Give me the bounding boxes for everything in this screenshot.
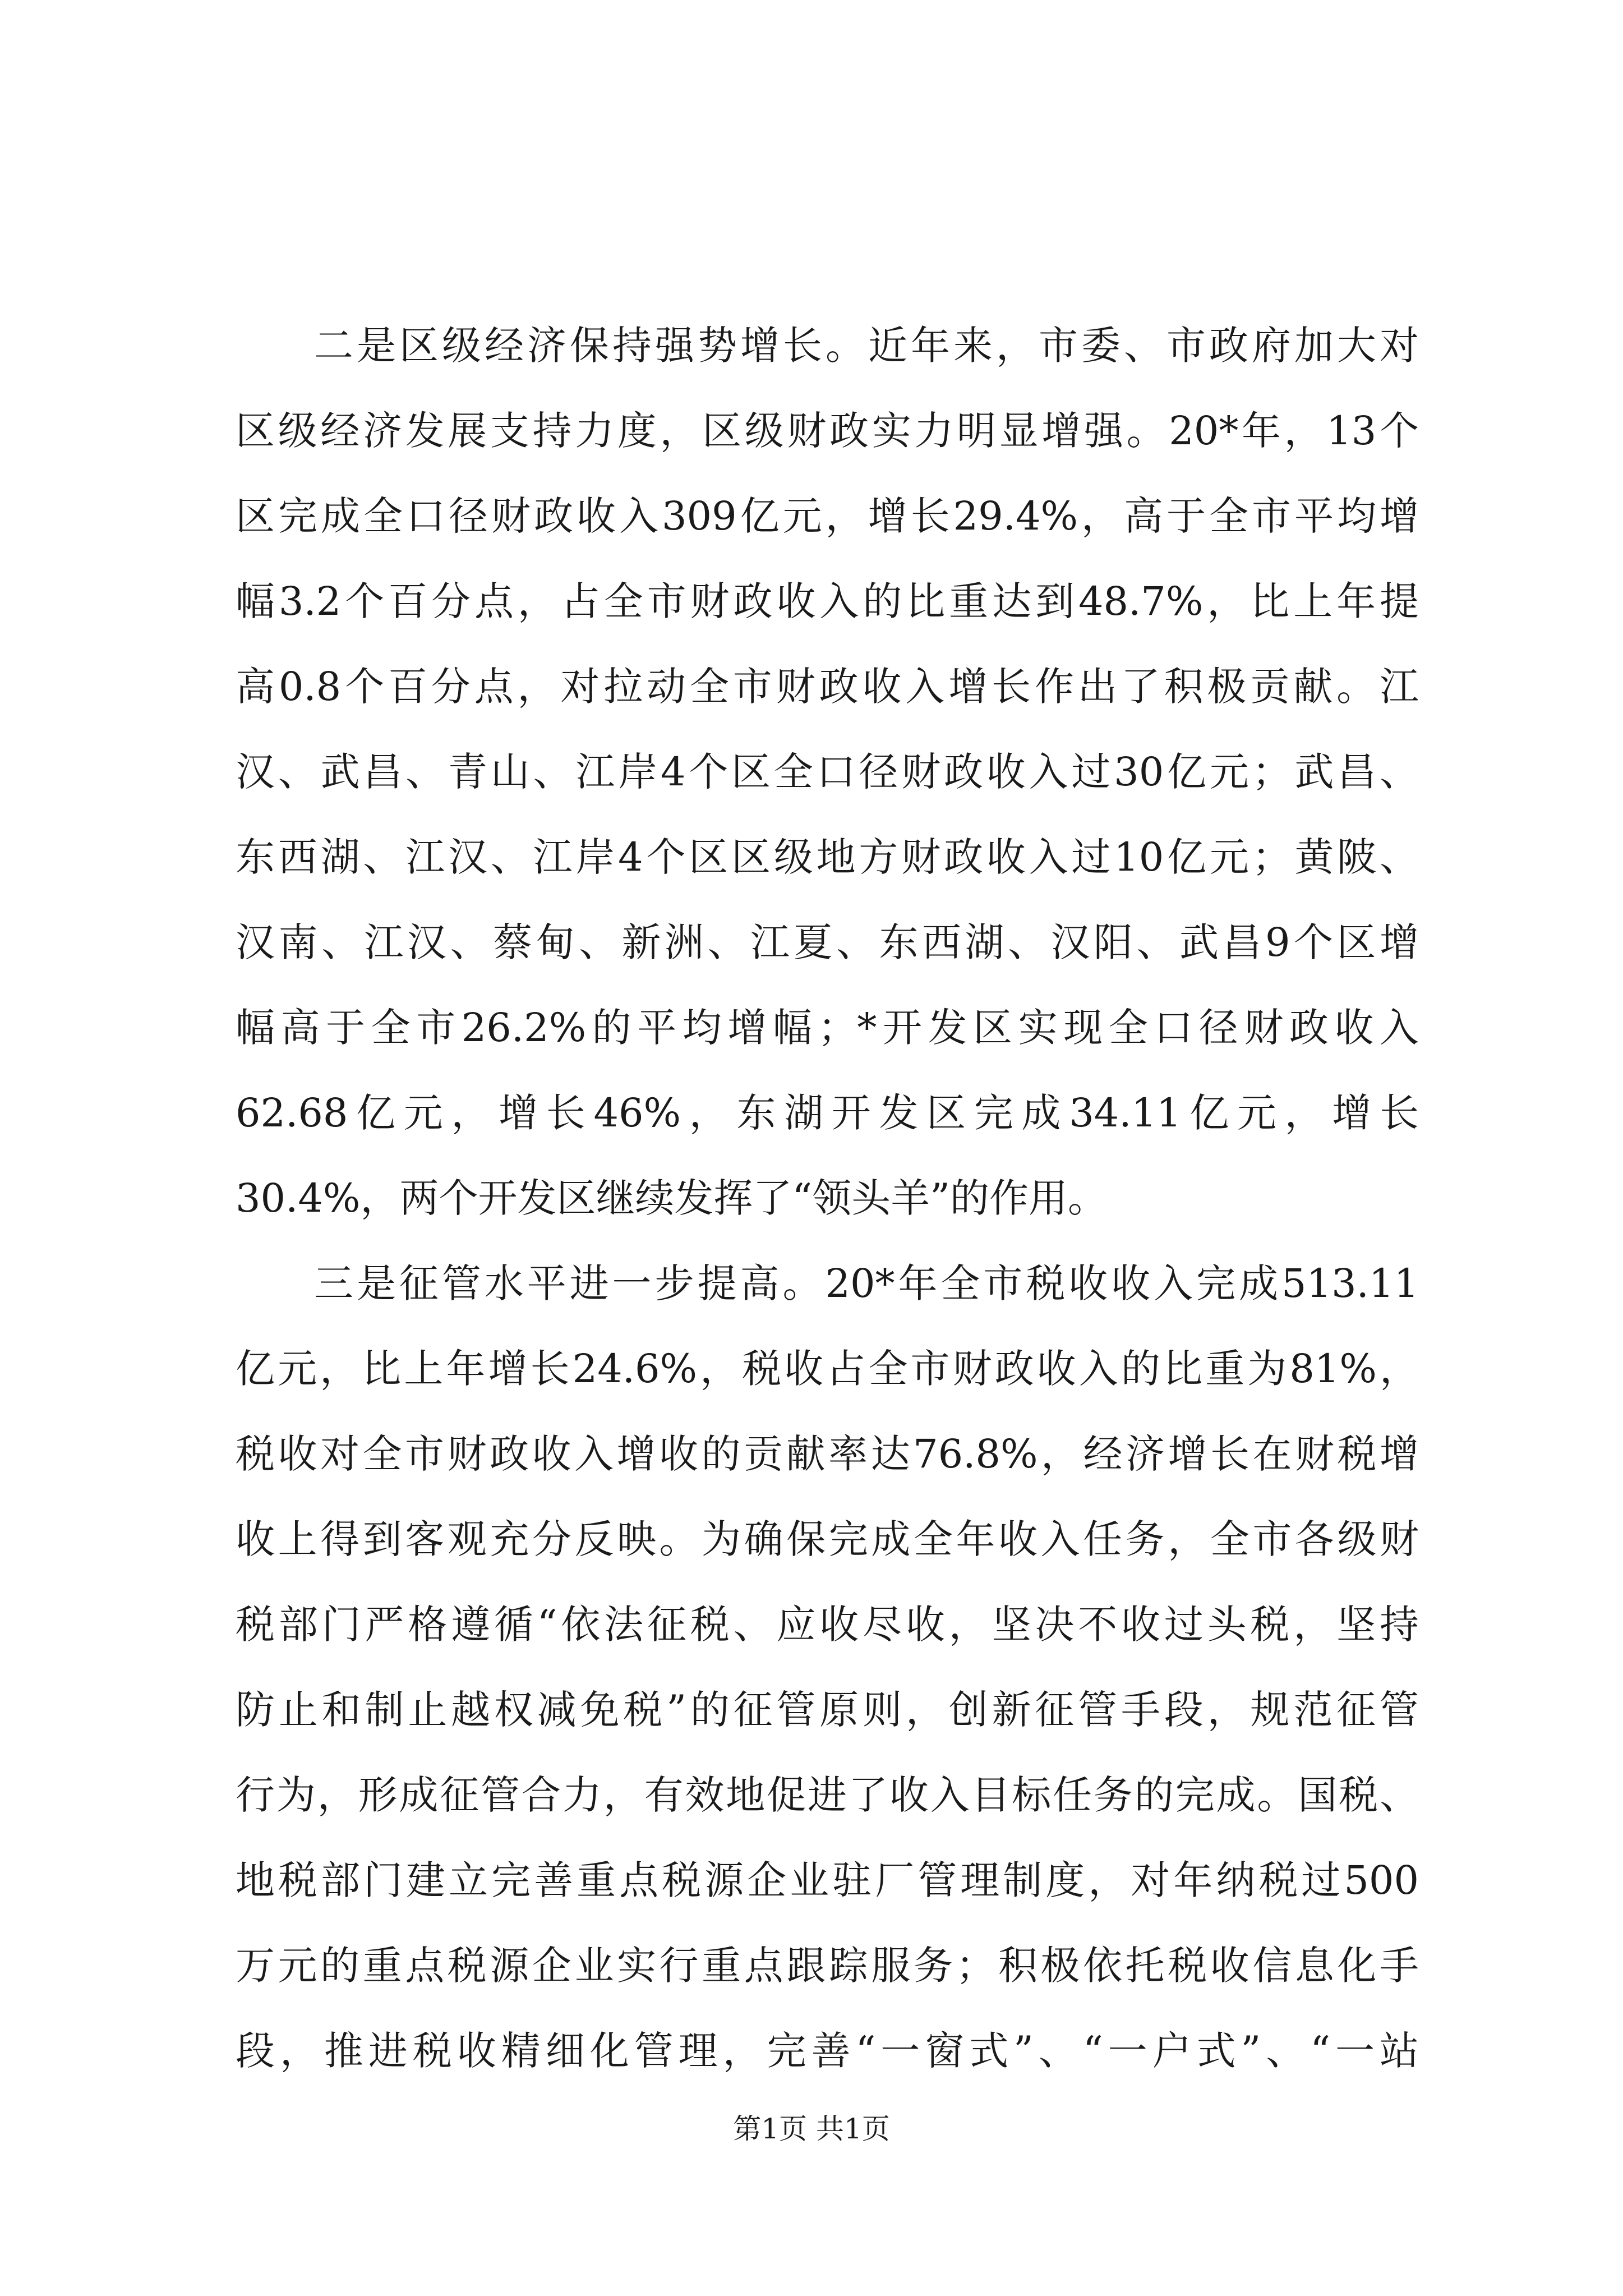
paragraph-line: 地税部门建立完善重点税源企业驻厂管理制度，对年纳税过500 <box>236 1857 1419 1903</box>
page-number: 第1页 共1页 <box>733 2113 890 2145</box>
paragraph-line: 幅3.2个百分点，占全市财政收入的比重达到48.7%，比上年提 <box>236 578 1419 624</box>
paragraph-line: 汉南、江汉、蔡甸、新洲、江夏、东西湖、汉阳、武昌9个区增 <box>236 919 1419 965</box>
paragraph-line: 汉、武昌、青山、江岸4个区全口径财政收入过30亿元；武昌、 <box>236 749 1419 795</box>
paragraph-line: 收上得到客观充分反映。为确保完成全年收入任务，全市各级财 <box>236 1516 1419 1562</box>
paragraph-line: 幅高于全市26.2%的平均增幅；*开发区实现全口径财政收入 <box>236 1005 1419 1051</box>
paragraph-line: 行为，形成征管合力，有效地促进了收入目标任务的完成。国税、 <box>236 1772 1419 1818</box>
paragraph-line: 亿元，比上年增长24.6%，税收占全市财政收入的比重为81%， <box>236 1346 1419 1392</box>
paragraph-line: 三是征管水平进一步提高。20*年全市税收收入完成513.11 <box>314 1260 1419 1306</box>
paragraph-line: 30.4%，两个开发区继续发挥了“领头羊”的作用。 <box>236 1175 1107 1221</box>
paragraph-line: 东西湖、江汉、江岸4个区区级地方财政收入过10亿元；黄陂、 <box>236 834 1419 880</box>
document-body <box>236 303 1419 2093</box>
paragraph-line: 高0.8个百分点，对拉动全市财政收入增长作出了积极贡献。江 <box>236 664 1419 710</box>
paragraph-line: 区完成全口径财政收入309亿元，增长29.4%，高于全市平均增 <box>236 493 1419 539</box>
paragraph-line: 区级经济发展支持力度，区级财政实力明显增强。20*年，13个 <box>236 408 1419 454</box>
paragraph-line: 税收对全市财政收入增收的贡献率达76.8%，经济增长在财税增 <box>236 1431 1419 1477</box>
paragraph-line: 62.68亿元，增长46%，东湖开发区完成34.11亿元，增长 <box>236 1090 1419 1136</box>
paragraph-line: 段，推进税收精细化管理，完善“一窗式”、“一户式”、“一站 <box>236 2028 1419 2074</box>
paragraph-line: 防止和制止越权减免税”的征管原则，创新征管手段，规范征管 <box>236 1687 1419 1733</box>
page-footer <box>0 2109 1623 2148</box>
paragraph-line: 万元的重点税源企业实行重点跟踪服务；积极依托税收信息化手 <box>236 1943 1419 1989</box>
paragraph-line: 税部门严格遵循“依法征税、应收尽收，坚决不收过头税，坚持 <box>236 1602 1419 1648</box>
paragraph-line: 二是区级经济保持强势增长。近年来，市委、市政府加大对 <box>314 323 1419 369</box>
